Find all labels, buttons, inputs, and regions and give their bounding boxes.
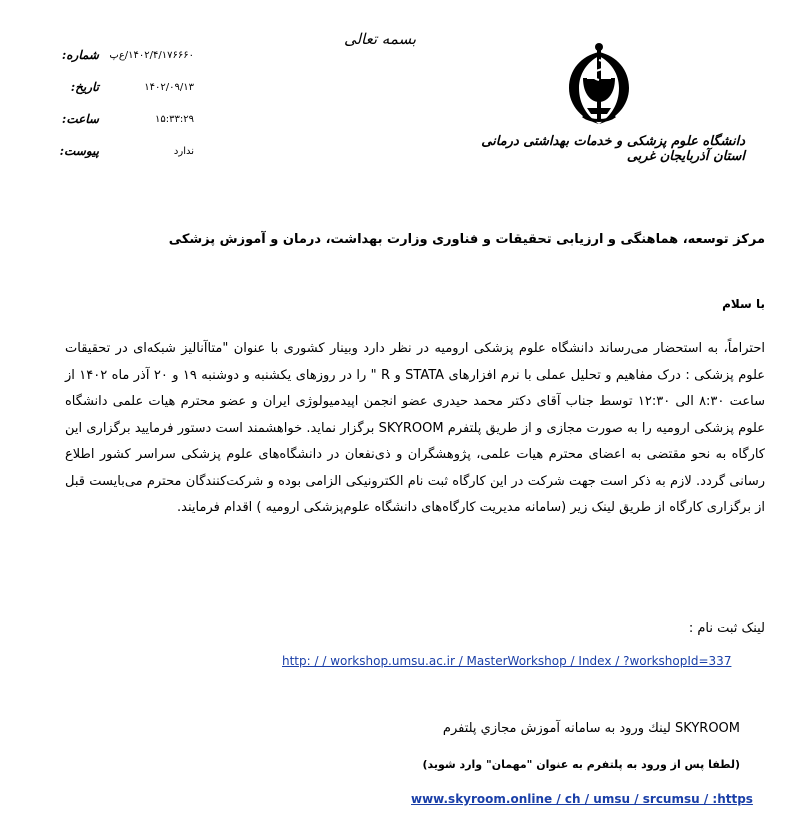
time-value: ۱۵:۳۳:۲۹ (155, 113, 194, 125)
letter-body: احتراماً، به استحضار می‌رساند دانشگاه علوم پزشکی ارومیه در نظر دارد وبینار کشوری با عنوان "متاآنالیز شبکه‌ای در تحقیقات علوم پزشکی : درک مفاهیم و تحلیل عملی با نرم افزارهای STATA و R " را در روزهای یکشنبه و دوشنبه ۱۹ و ۲۰ آذر ماه ۱۴۰۲ از ساعت ۸:۳۰ الی ۱۲:۳۰ توسط جناب آقای دکتر محمد حیدری عضو انجمن اپیدمیولوژی ایران و عضو محترم هیات علمی دانشگاه علوم پزشکی ارومیه را به صورت مجازی و از طریق پلتفرم SKYROOM برگزار نماید. خواهشمند است دستور فرمایید برگزاری این کارگاه به نحو مقتضی به اعضای محترم هیات علمی، پژوهشگران و ذی‌نفعان در دانشگاه‌های علوم پزشکی سراسر کشور اطلاع رسانی گردد. لازم به ذکر است جهت شرکت در این کارگاه ثبت نام الکترونیکی الزامی بوده و شرکت‌کنندگان محترم می‌بایست قبل از برگزاری کارگاه از طریق لینک زیر (سامانه مدیریت کارگاه‌های دانشگاه علوم‌پزشکی ارومیه ) اقدام فرمایند. (65, 341, 766, 515)
registration-label: لینک ثبت نام : (688, 621, 765, 636)
guest-login-note: (لطفا پس از ورود به پلتفرم به عنوان "مهمان" وارد شوید) (422, 758, 740, 771)
meta-label: پیوست: (59, 144, 99, 158)
date-value: ۱۴۰۲/۰۹/۱۳ (144, 81, 194, 93)
letter-number-value: ۱۴۰۲/۴/۱۷۶۶۶۰/ع‌پ (109, 49, 194, 61)
attachment-row (55, 140, 200, 162)
meta-label: ساعت: (61, 112, 99, 126)
meta-label: شماره: (61, 48, 99, 62)
skyroom-login-text: SKYROOM لينك ورود به سامانه آموزش مجازي پلتفرم (442, 721, 740, 736)
greeting: با سلام (722, 297, 765, 311)
registration-link[interactable]: http: / / workshop.umsu.ac.ir / MasterWorkshop / Index / ?workshopId=337 (282, 654, 732, 668)
university-name: دانشگاه علوم پزشکی و خدمات بهداشتی درمانی استان آذربایجان غربی (481, 134, 745, 164)
medical-university-emblem-icon (563, 42, 635, 128)
date-row (55, 76, 200, 98)
meta-label: تاریخ: (70, 80, 99, 94)
bismillah-heading: بسمه تعالی (343, 30, 417, 48)
recipient-line: مرکز توسعه، هماهنگی و ارزیابی تحقیقات و فناوری وزارت بهداشت، درمان و آموزش پزشکی (168, 232, 765, 247)
attachment-value: ندارد (173, 145, 194, 157)
skyroom-link[interactable]: www.skyroom.online / ch / umsu / srcumsu / :https (411, 792, 753, 806)
time-row (55, 108, 200, 130)
letter-number-row (55, 44, 200, 66)
